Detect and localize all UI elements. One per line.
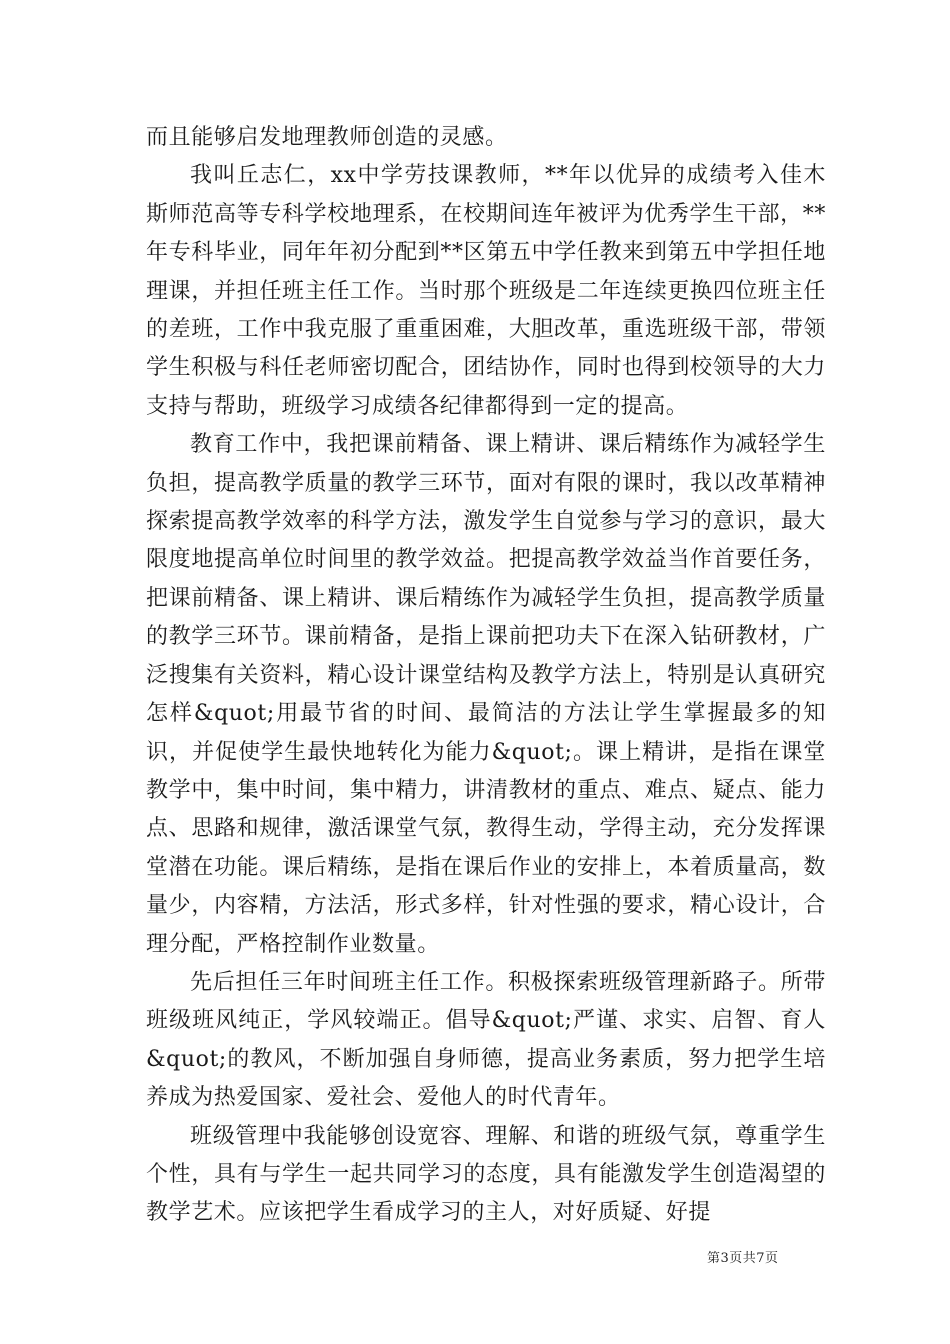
paragraph-2: 我叫丘志仁，xx中学劳技课教师，**年以优异的成绩考入佳木斯师范高等专科学校地理系，在校期间连年被评为优秀学生干部，**年专科毕业，同年年初分配到**区第五中学任教来到第五中学担任地理课，并担任班主任工作。当时那个班级是二年连续更换四位班主任的差班，工作中我克服了重重困难，大胆改革，重选班级干部，带领学生积极与科任老师密切配合，团结协作，同时也得到校领导的大力支持与帮助，班级学习成绩各纪律都得到一定的提高。 <box>146 163 826 419</box>
paragraph-3: 教育工作中，我把课前精备、课上精讲、课后精练作为减轻学生负担，提高教学质量的教学三环节，面对有限的课时，我以改革精神探索提高教学效率的科学方法，激发学生自觉参与学习的意识，最大限度地提高单位时间里的教学效益。把提高教学效益当作首要任务，把课前精备、课上精讲、课后精练作为减轻学生负担，提高教学质量的教学三环节。课前精备，是指上课前把功夫下在深入钻研教材，广泛搜集有关资料，精心设计课堂结构及教学方法上，特别是认真研究怎样&quot;用最节省的时间、最简洁的方法让学生掌握最多的知识，并促使学生最快地转化为能力&quot;。课上精讲，是指在课堂教学中，集中时间，集中精力，讲清教材的重点、难点、疑点、能力点、思路和规律，激活课堂气氛，教得生动，学得主动，充分发挥课堂潜在功能。课后精练，是指在课后作业的安排上，本着质量高，数量少，内容精，方法活，形式多样，针对性强的要求，精心设计，合理分配，严格控制作业数量。 <box>146 432 826 957</box>
paragraph-4: 先后担任三年时间班主任工作。积极探索班级管理新路子。所带班级班风纯正，学风较端正。倡导&quot;严谨、求实、启智、育人&quot;的教风，不断加强自身师德，提高业务素质，努力把学生培养成为热爱国家、爱社会、爱他人的时代青年。 <box>146 969 826 1111</box>
page-number-footer: 第3页共7页 <box>707 1251 779 1266</box>
paragraph-5: 班级管理中我能够创设宽容、理解、和谐的班级气氛，尊重学生个性，具有与学生一起共同学习的态度，具有能激发学生创造渴望的教学艺术。应该把学生看成学习的主人，对好质疑、好提 <box>146 1123 826 1226</box>
document-body <box>146 119 826 1233</box>
paragraph-1: 而且能够启发地理教师创造的灵感。 <box>146 125 508 150</box>
